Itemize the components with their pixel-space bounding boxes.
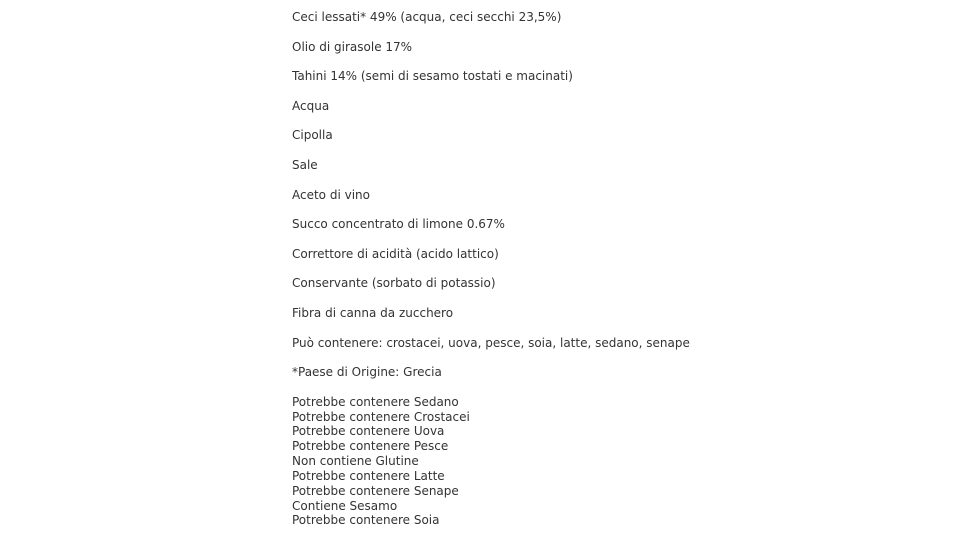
ingredients-list xyxy=(292,10,852,380)
ingredient-line: Correttore di acidità (acido lattico) xyxy=(292,246,499,261)
allergen-item: Non contiene Glutine xyxy=(292,454,419,469)
ingredient-line: Conservante (sorbato di potassio) xyxy=(292,276,496,291)
ingredient-line: Sale xyxy=(292,157,318,172)
allergen-item: Potrebbe contenere Sedano xyxy=(292,394,459,409)
ingredient-line: Aceto di vino xyxy=(292,187,370,202)
origin-country-line: *Paese di Origine: Grecia xyxy=(292,365,442,380)
ingredient-line: Succo concentrato di limone 0.67% xyxy=(292,217,505,232)
allergen-item: Potrebbe contenere Soia xyxy=(292,513,440,528)
may-contain-line: Può contenere: crostacei, uova, pesce, soia, latte, sedano, senape xyxy=(292,335,690,350)
allergen-item: Potrebbe contenere Senape xyxy=(292,483,459,498)
ingredient-line: Fibra di canna da zucchero xyxy=(292,305,454,320)
product-info-content xyxy=(292,10,852,528)
ingredient-line: Tahini 14% (semi di sesamo tostati e macinati) xyxy=(292,69,573,84)
allergen-item: Potrebbe contenere Latte xyxy=(292,468,445,483)
ingredient-line: Olio di girasole 17% xyxy=(292,39,413,54)
ingredient-line: Acqua xyxy=(292,98,330,113)
ingredient-line: Cipolla xyxy=(292,128,333,143)
ingredient-line: Ceci lessati* 49% (acqua, ceci secchi 23,5%) xyxy=(292,10,562,24)
allergen-list xyxy=(292,395,852,529)
allergen-item: Potrebbe contenere Pesce xyxy=(292,439,449,454)
allergen-item: Potrebbe contenere Uova xyxy=(292,424,445,439)
allergen-item: Potrebbe contenere Crostacei xyxy=(292,409,470,424)
allergen-item: Contiene Sesamo xyxy=(292,498,398,513)
